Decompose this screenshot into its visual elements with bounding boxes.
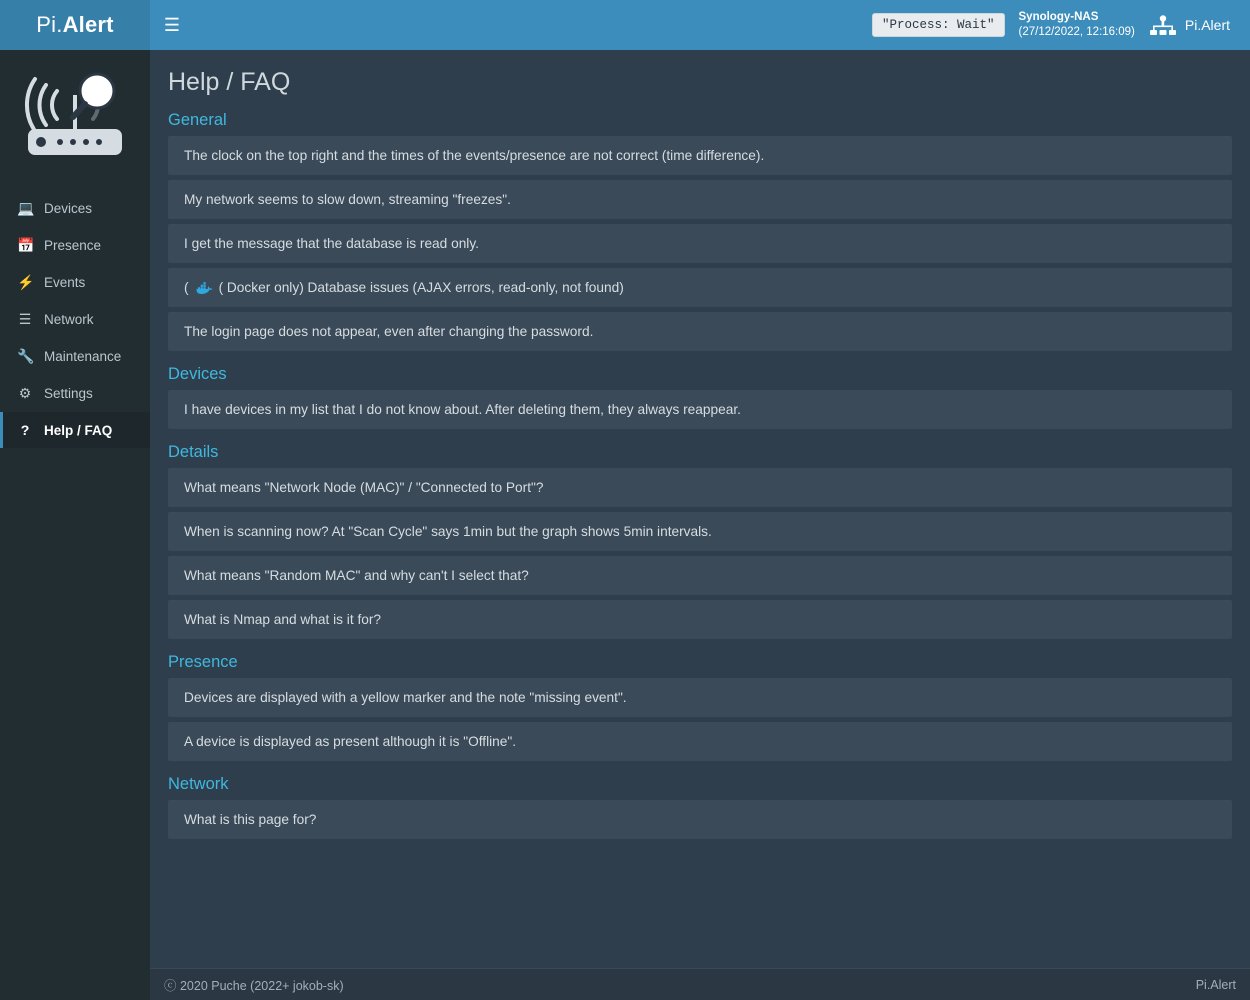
- faq-text: The clock on the top right and the times of the events/presence are not correct (time difference).: [184, 148, 765, 163]
- brand-suffix: Alert: [62, 12, 114, 37]
- server-name: Synology-NAS: [1018, 11, 1099, 23]
- laptop-icon: 💻: [17, 200, 35, 216]
- section-title-general: General: [168, 111, 227, 129]
- sidebar-link-maintenance[interactable]: [0, 338, 150, 375]
- pialert-radar-logo: [0, 50, 150, 180]
- bolt-icon: ⚡: [17, 274, 35, 290]
- navbar-right: [872, 10, 1240, 40]
- sidebar-item-events[interactable]: [0, 264, 150, 301]
- faq-item[interactable]: [168, 600, 1232, 639]
- faq-item[interactable]: [168, 180, 1232, 219]
- content-wrap: [150, 50, 1250, 1000]
- sidebar-item-label: Devices: [44, 201, 93, 216]
- docker-icon: [195, 281, 213, 295]
- sidebar-item-label: Presence: [44, 238, 102, 253]
- user-menu[interactable]: [1149, 14, 1236, 36]
- faq-item[interactable]: [168, 678, 1232, 717]
- brand-logo[interactable]: [0, 0, 150, 50]
- calendar-icon: 📅: [17, 237, 35, 253]
- faq-text: When is scanning now? At "Scan Cycle" says 1min but the graph shows 5min intervals.: [184, 524, 712, 539]
- faq-text: My network seems to slow down, streaming "freezes".: [184, 192, 511, 207]
- footer-brand: Pi.Alert: [1195, 977, 1236, 992]
- faq-text: Devices are displayed with a yellow marker and the note "missing event".: [184, 690, 627, 705]
- network-user-icon: [1149, 14, 1177, 36]
- sidebar-link-events[interactable]: [0, 264, 150, 301]
- faq-item[interactable]: [168, 390, 1232, 429]
- faq-text: I have devices in my list that I do not know about. After deleting them, they always reappear.: [184, 402, 741, 417]
- sidebar-link-devices[interactable]: [0, 190, 150, 227]
- content: [150, 50, 1250, 1000]
- server-time: (27/12/2022, 12:16:09): [1018, 26, 1135, 38]
- faq-text: What is Nmap and what is it for?: [184, 612, 382, 627]
- sidebar-item-settings[interactable]: [0, 375, 150, 412]
- body-wrap: [0, 50, 1250, 1000]
- footer-copyright: ⓒ 2020 Puche (2022+ jokob-sk): [164, 978, 344, 993]
- sidebar-item-maintenance[interactable]: [0, 338, 150, 375]
- section-title-details: Details: [168, 443, 219, 461]
- faq-item[interactable]: [168, 268, 1232, 307]
- footer-sidebar-filler: [0, 968, 150, 1000]
- faq-text: ( Docker only) Database issues (AJAX errors, read-only, not found): [218, 280, 624, 295]
- process-status-badge: "Process: Wait": [872, 13, 1005, 37]
- faq-text: What means "Random MAC" and why can't I select that?: [184, 568, 529, 583]
- sidebar-item-help-faq[interactable]: [0, 412, 150, 448]
- wrench-icon: 🔧: [17, 348, 35, 364]
- faq-item[interactable]: [168, 556, 1232, 595]
- top-header: [0, 0, 1250, 50]
- faq-text: What is this page for?: [184, 812, 317, 827]
- sidebar-link-help-faq[interactable]: [0, 412, 150, 448]
- faq-item[interactable]: [168, 224, 1232, 263]
- question-icon: ?: [20, 422, 30, 438]
- faq-text: The login page does not appear, even after changing the password.: [184, 324, 594, 339]
- sidebar-item-label: Network: [44, 312, 94, 327]
- sidebar-item-label: Events: [44, 275, 86, 290]
- footer-content: [150, 968, 1250, 1000]
- sidebar: [0, 50, 150, 1000]
- paren-open: (: [184, 280, 189, 295]
- faq-item[interactable]: [168, 512, 1232, 551]
- brand-prefix: Pi.: [36, 12, 63, 37]
- navbar: [150, 0, 1250, 50]
- sitemap-icon: ☰: [18, 311, 32, 327]
- faq-item[interactable]: [168, 136, 1232, 175]
- sidebar-menu: [0, 190, 150, 448]
- faq-text: What means "Network Node (MAC)" / "Connected to Port"?: [184, 480, 544, 495]
- faq-text: A device is displayed as present although it is "Offline".: [184, 734, 517, 749]
- faq-item[interactable]: [168, 800, 1232, 839]
- sidebar-item-presence[interactable]: [0, 227, 150, 264]
- sidebar-link-settings[interactable]: [0, 375, 150, 412]
- server-info: [1019, 10, 1135, 40]
- sidebar-item-label: Settings: [44, 386, 93, 401]
- sidebar-item-label: Maintenance: [44, 349, 122, 364]
- sidebar-item-devices[interactable]: [0, 190, 150, 227]
- sidebar-link-presence[interactable]: [0, 227, 150, 264]
- sidebar-link-network[interactable]: [0, 301, 150, 338]
- user-name: Pi.Alert: [1184, 17, 1230, 33]
- sidebar-item-label: Help / FAQ: [44, 422, 113, 438]
- sidebar-item-network[interactable]: [0, 301, 150, 338]
- section-title-network: Network: [168, 775, 229, 793]
- section-title-devices: Devices: [168, 365, 227, 383]
- faq-item[interactable]: [168, 722, 1232, 761]
- page-title: Help / FAQ: [168, 68, 291, 96]
- gear-icon: ⚙: [18, 385, 32, 401]
- faq-item[interactable]: [168, 468, 1232, 507]
- hamburger-icon[interactable]: ☰: [163, 14, 181, 35]
- footer: [0, 968, 1250, 1000]
- section-title-presence: Presence: [168, 653, 238, 671]
- faq-item[interactable]: [168, 312, 1232, 351]
- faq-text: I get the message that the database is read only.: [184, 236, 479, 251]
